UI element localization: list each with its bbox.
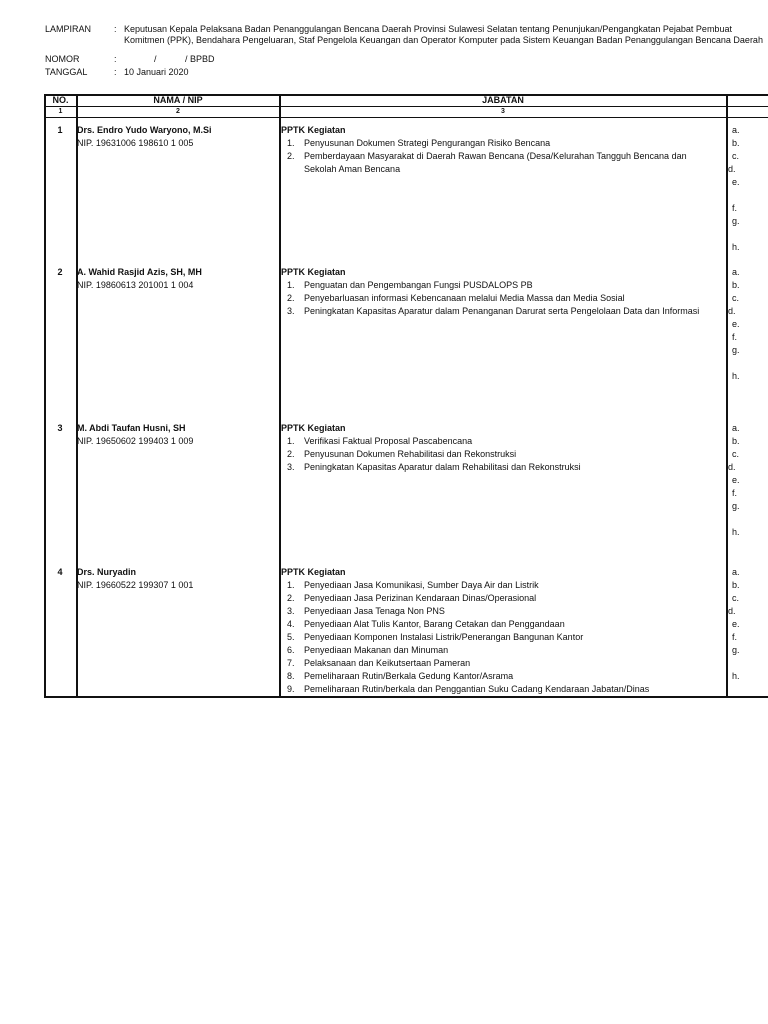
letter-list — [728, 266, 768, 396]
letter-marker: d. — [728, 306, 736, 316]
letter-marker: h. — [732, 527, 740, 537]
activity-list — [281, 137, 721, 176]
official-name: Drs. Endro Yudo Waryono, M.Si — [77, 125, 212, 135]
letter-list — [728, 422, 768, 552]
activity-item — [281, 618, 721, 631]
activity-text: Peningkatan Kapasitas Aparatur dalam Rehabilitasi dan Rekonstruksi — [304, 462, 581, 472]
role-title: PPTK Kegiatan — [281, 423, 346, 433]
letter-marker: c. — [732, 593, 740, 603]
activity-text: Pemeliharaan Rutin/Berkala Gedung Kantor/Asrama — [304, 671, 514, 681]
header-nama-nip: NAMA / NIP — [153, 95, 203, 105]
activity-number: 2. — [287, 293, 295, 303]
activity-text: Pemberdayaan Masyarakat di Daerah Rawan Bencana (Desa/Kelurahan Tangguh Bencana dan Sekolah Aman Bencana — [304, 151, 687, 174]
letter-marker: b. — [732, 580, 740, 590]
row-number: 2 — [57, 267, 63, 277]
activity-text: Peningkatan Kapasitas Aparatur dalam Penanganan Darurat serta Pengelolaan Data dan Informasi — [304, 306, 700, 316]
letter-marker: e. — [732, 475, 740, 485]
activity-number: 2. — [287, 449, 295, 459]
activity-number: 3. — [287, 462, 295, 472]
official-nip: NIP. 19860613 201001 1 004 — [77, 280, 194, 290]
activity-item — [281, 137, 721, 150]
activity-number: 7. — [287, 658, 295, 668]
official-nip: NIP. 19631006 198610 1 005 — [77, 138, 194, 148]
letter-marker: h. — [732, 371, 740, 381]
letter-marker: e. — [732, 319, 740, 329]
colnum-2: 2 — [176, 108, 180, 115]
activity-text: Penyediaan Makanan dan Minuman — [304, 645, 449, 655]
activity-text: Penyediaan Jasa Komunikasi, Sumber Daya Air dan Listrik — [304, 580, 539, 590]
activity-item — [281, 683, 721, 696]
official-nip: NIP. 19660522 199307 1 001 — [77, 580, 194, 590]
lampiran-separator: : — [114, 24, 117, 34]
table-divider-no — [76, 94, 78, 698]
role-title: PPTK Kegiatan — [281, 267, 346, 277]
letter-list — [728, 566, 768, 696]
official-nip: NIP. 19650602 199403 1 009 — [77, 436, 194, 446]
letter-marker: g. — [732, 501, 740, 511]
role-title: PPTK Kegiatan — [281, 125, 346, 135]
activity-item — [281, 644, 721, 657]
row-number: 1 — [57, 125, 63, 135]
activity-text: Pemeliharaan Rutin/berkala dan Penggantian Suku Cadang Kendaraan Jabatan/Dinas — [304, 684, 650, 694]
nomor-value-wrap — [124, 54, 215, 65]
letter-marker: c. — [732, 151, 740, 161]
activity-item — [281, 592, 721, 605]
official-name: M. Abdi Taufan Husni, SH — [77, 423, 186, 433]
letter-marker: e. — [732, 619, 740, 629]
table-border-left — [44, 94, 46, 698]
activity-item — [281, 579, 721, 592]
activity-text: Penyediaan Jasa Perizinan Kendaraan Dinas/Operasional — [304, 593, 537, 603]
assignment-table — [44, 94, 768, 698]
activity-text: Penyusunan Dokumen Strategi Pengurangan Risiko Bencana — [304, 138, 551, 148]
activity-item — [281, 461, 721, 474]
letter-marker: g. — [732, 216, 740, 226]
letter-marker: a. — [732, 423, 740, 433]
activity-number: 1. — [287, 436, 295, 446]
activity-item — [281, 150, 721, 176]
letter-marker: c. — [732, 449, 740, 459]
activity-text: Penguatan dan Pengembangan Fungsi PUSDALOPS PB — [304, 280, 533, 290]
nomor-separator: : — [114, 54, 117, 64]
activity-number: 1. — [287, 280, 295, 290]
activity-number: 3. — [287, 606, 295, 616]
activity-item — [281, 435, 721, 448]
table-rule-bottom — [44, 696, 768, 698]
activity-text: Penyusunan Dokumen Rehabilitasi dan Rekonstruksi — [304, 449, 517, 459]
activity-list — [281, 579, 721, 696]
role-title: PPTK Kegiatan — [281, 567, 346, 577]
tanggal-separator: : — [114, 67, 117, 77]
activity-number: 1. — [287, 580, 295, 590]
letter-marker: f. — [732, 203, 738, 213]
tanggal-label: TANGGAL — [45, 67, 88, 77]
lampiran-line — [45, 24, 768, 48]
row-number: 4 — [57, 567, 63, 577]
row-number: 3 — [57, 423, 63, 433]
activity-text: Verifikasi Faktual Proposal Pascabencana — [304, 436, 473, 446]
activity-text: Penyebarluasan informasi Kebencanaan melalui Media Massa dan Media Sosial — [304, 293, 625, 303]
letter-marker: b. — [732, 436, 740, 446]
activity-number: 1. — [287, 138, 295, 148]
colnum-1: 1 — [58, 108, 63, 115]
letter-marker: h. — [732, 671, 740, 681]
letter-list — [728, 124, 768, 254]
activity-item — [281, 448, 721, 461]
activity-item — [281, 292, 721, 305]
activity-item — [281, 305, 721, 318]
activity-list — [281, 435, 721, 474]
lampiran-label: LAMPIRAN — [45, 24, 92, 34]
activity-item — [281, 631, 721, 644]
lampiran-text: Keputusan Kepala Pelaksana Badan Penanggulangan Bencana Daerah Provinsi Sulawesi Selatan tentang Penunjukan/Pengangkatan Pejabat Pembuat Komitmen (PPK), Bendahara Pengeluaran, Staf Pengelola Keuangan dan Operator Komputer pada Sistem Keuangan Badan Penanggulangan Bencana Daerah — [124, 24, 763, 45]
header-jabatan: JABATAN — [482, 95, 524, 105]
letter-marker: d. — [728, 606, 736, 616]
letter-marker: d. — [728, 462, 736, 472]
official-name: A. Wahid Rasjid Azis, SH, MH — [77, 267, 202, 277]
letter-marker: h. — [732, 242, 740, 252]
header-no: NO. — [52, 95, 69, 105]
activity-item — [281, 279, 721, 292]
activity-number: 3. — [287, 306, 295, 316]
letter-marker: f. — [732, 488, 738, 498]
letter-marker: f. — [732, 632, 738, 642]
nomor-value: / BPBD — [185, 54, 215, 64]
activity-list — [281, 279, 721, 318]
activity-item — [281, 670, 721, 683]
activity-number: 2. — [287, 593, 295, 603]
activity-text: Penyediaan Alat Tulis Kantor, Barang Cetakan dan Penggandaan — [304, 619, 565, 629]
activity-number: 8. — [287, 671, 295, 681]
activity-text: Penyediaan Jasa Tenaga Non PNS — [304, 606, 445, 616]
colnum-3: 3 — [501, 108, 505, 115]
nomor-slash: / — [154, 54, 157, 64]
activity-number: 9. — [287, 684, 295, 694]
activity-text: Penyediaan Komponen Instalasi Listrik/Penerangan Bangunan Kantor — [304, 632, 584, 642]
letter-marker: f. — [732, 332, 738, 342]
activity-number: 6. — [287, 645, 295, 655]
letter-marker: a. — [732, 125, 740, 135]
activity-item — [281, 605, 721, 618]
activity-item — [281, 657, 721, 670]
letter-marker: c. — [732, 293, 740, 303]
activity-number: 2. — [287, 151, 295, 161]
letter-marker: b. — [732, 138, 740, 148]
letter-marker: a. — [732, 567, 740, 577]
letter-marker: g. — [732, 345, 740, 355]
nomor-label: NOMOR — [45, 54, 80, 64]
table-rule-colnum — [44, 117, 768, 118]
activity-text: Pelaksanaan dan Keikutsertaan Pameran — [304, 658, 471, 668]
letter-marker: g. — [732, 645, 740, 655]
activity-number: 4. — [287, 619, 295, 629]
activity-number: 5. — [287, 632, 295, 642]
letter-marker: a. — [732, 267, 740, 277]
official-name: Drs. Nuryadin — [77, 567, 137, 577]
letter-marker: d. — [728, 164, 736, 174]
letter-marker: b. — [732, 280, 740, 290]
tanggal-value: 10 Januari 2020 — [124, 67, 189, 77]
letter-marker: e. — [732, 177, 740, 187]
